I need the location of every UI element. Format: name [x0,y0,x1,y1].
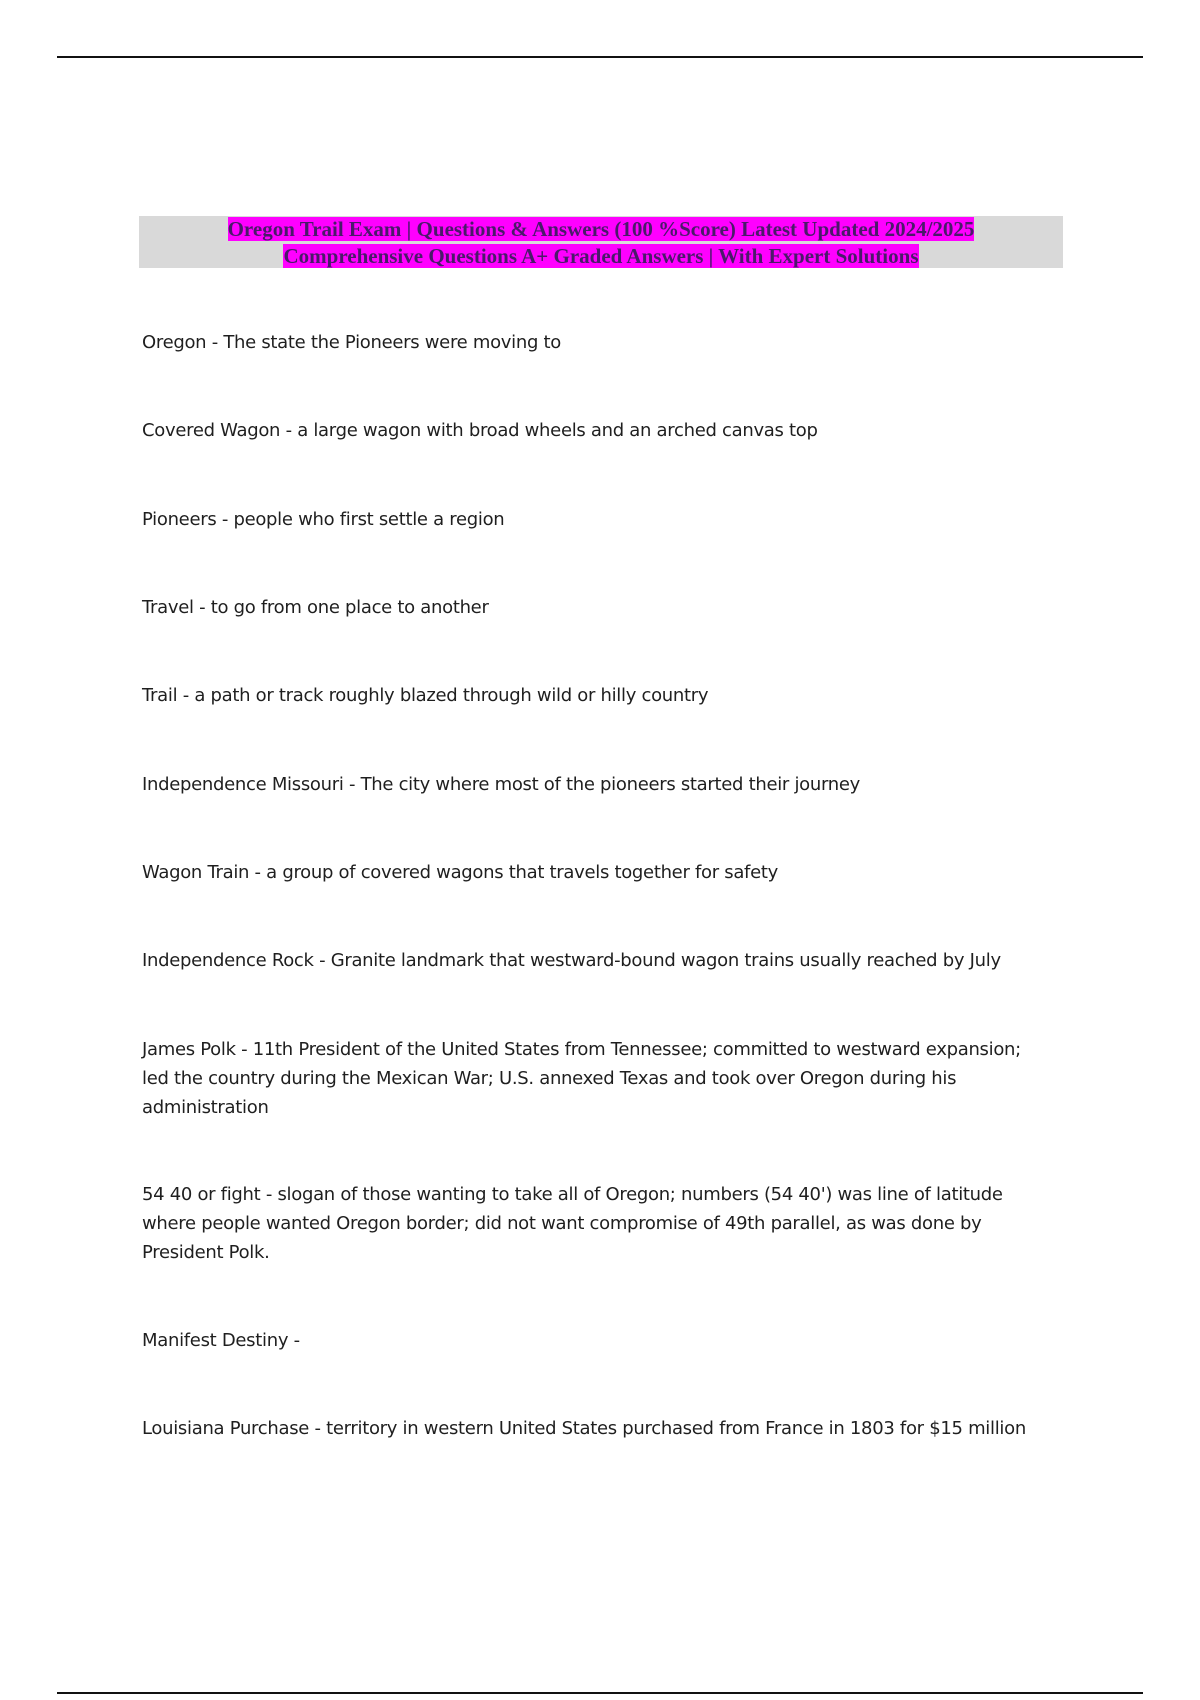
list-item: Manifest Destiny - [142,1330,300,1351]
bottom-rule [57,1692,1143,1694]
list-item: Covered Wagon - a large wagon with broad wheels and an arched canvas top [142,420,818,441]
list-item: 54 40 or fight - slogan of those wanting to take all of Oregon; numbers (54 40') was line of latitude where people wanted Oregon border; did not want compromise of 49th parallel, as was done by President Polk. [142,1184,1003,1263]
title-line-1: Oregon Trail Exam | Questions & Answers (100 %Score) Latest Updated 2024/2025 [227,217,975,241]
list-item: Oregon - The state the Pioneers were moving to [142,332,561,353]
title-banner [139,216,1063,268]
list-item: Wagon Train - a group of covered wagons that travels together for safety [142,862,778,883]
list-item: Louisiana Purchase - territory in western United States purchased from France in 1803 for $15 million [142,1418,1026,1439]
list-item: Travel - to go from one place to another [142,597,489,618]
list-item: James Polk - 11th President of the United States from Tennessee; committed to westward expansion; led the country during the Mexican War; U.S. annexed Texas and took over Oregon during his administration [142,1039,1021,1118]
title-line-2: Comprehensive Questions A+ Graded Answers | With Expert Solutions [283,244,919,268]
list-item: Independence Missouri - The city where most of the pioneers started their journey [142,774,860,795]
list-item: Independence Rock - Granite landmark that westward-bound wagon trains usually reached by July [142,950,1001,971]
top-rule [57,56,1143,58]
list-item: Pioneers - people who first settle a region [142,509,505,530]
list-item: Trail - a path or track roughly blazed through wild or hilly country [142,685,709,706]
